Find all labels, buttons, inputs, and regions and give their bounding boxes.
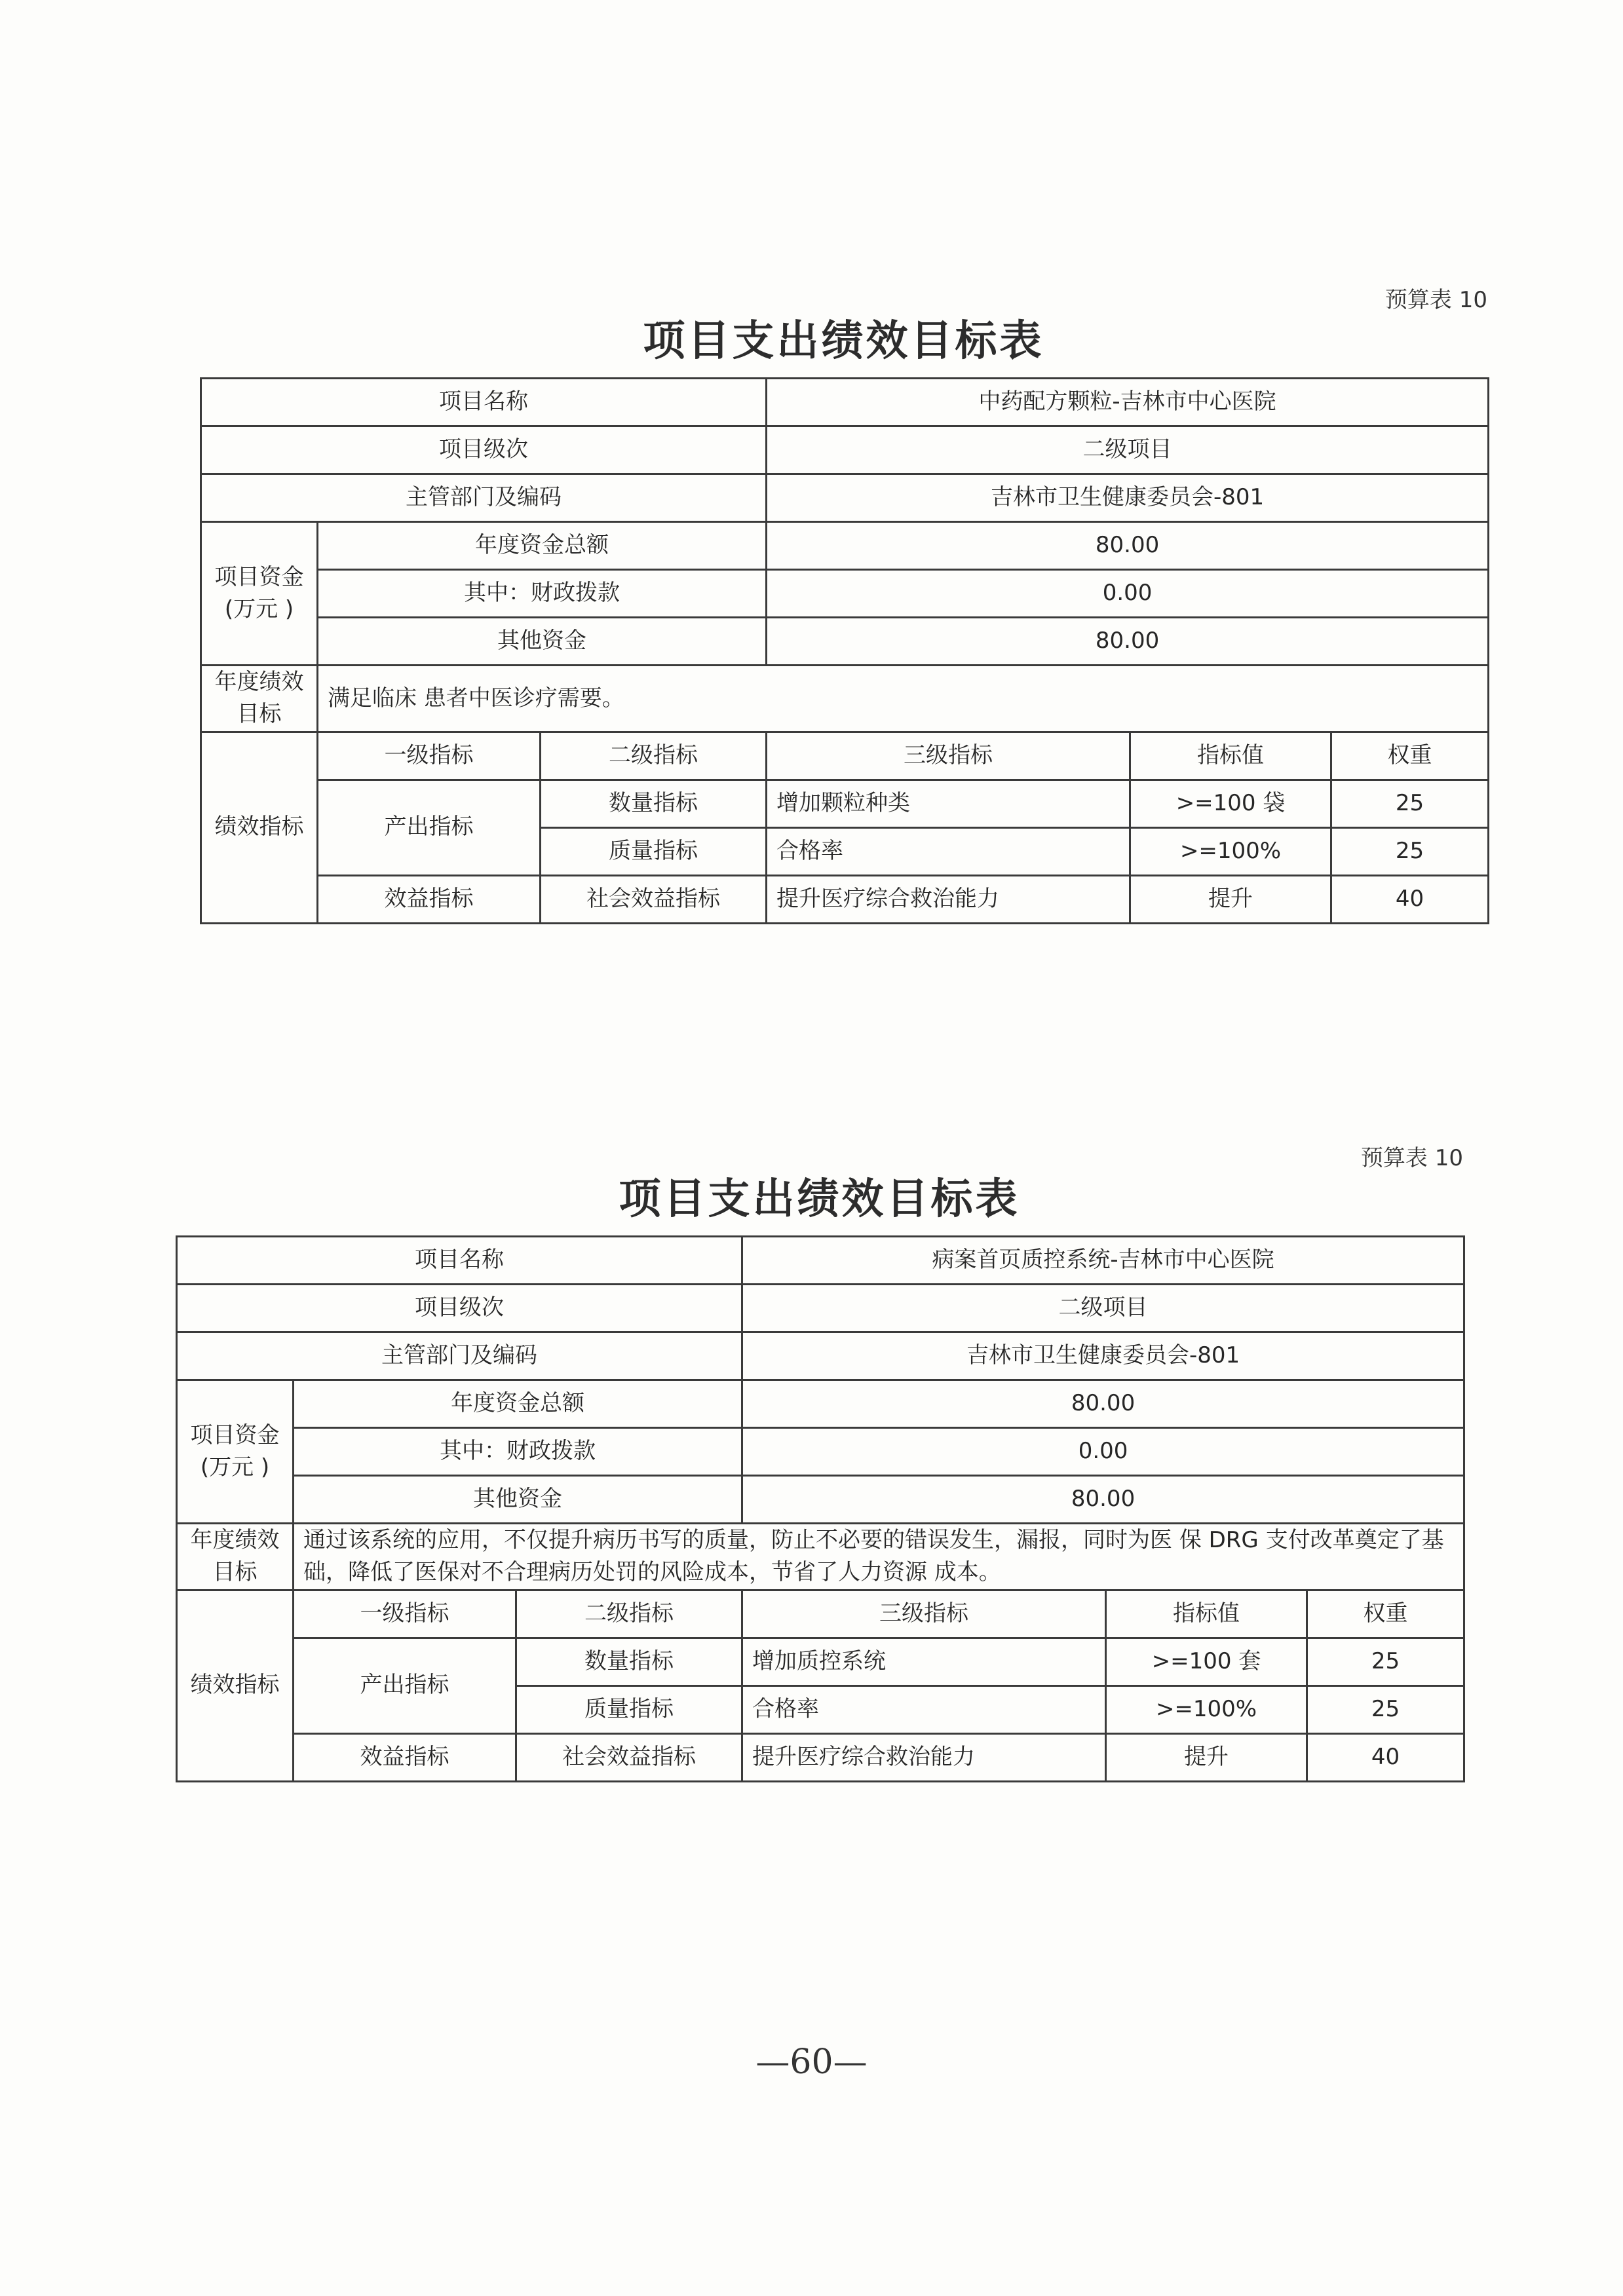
header-level3: 三级指标 (767, 732, 1130, 780)
row-indicator-header (201, 732, 1489, 780)
label-project-level: 项目级次 (177, 1285, 742, 1332)
cell-value: 提升 (1106, 1733, 1307, 1781)
row-annual-total (201, 522, 1489, 570)
header-value: 指标值 (1106, 1590, 1307, 1638)
label-fiscal: 其中：财政拨款 (294, 1428, 742, 1476)
value-annual-total: 80.00 (742, 1380, 1464, 1428)
label-annual-goal: 年度绩效 目标 (201, 666, 318, 732)
performance-form-1 (200, 282, 1487, 924)
cell-level3: 提升医疗综合救治能力 (767, 875, 1130, 923)
cell-value: 提升 (1130, 875, 1331, 923)
label-annual-goal: 年度绩效 目标 (177, 1524, 294, 1590)
cell-value: >=100% (1106, 1685, 1307, 1733)
budget-table-label: 预算表 10 (1360, 1145, 1463, 1171)
value-annual-goal: 通过该系统的应用，不仅提升病历书写的质量，防止不必要的错误发生，漏报，同时为医 保 DRG 支付改革奠定了基础，降低了医保对不合理病历处罚的风险成本，节省了人力资源 成本。 (294, 1524, 1464, 1590)
row-project-level (177, 1285, 1464, 1332)
cell-weight: 25 (1331, 827, 1489, 875)
value-project-level: 二级项目 (742, 1285, 1464, 1332)
cell-level1: 产出指标 (294, 1638, 516, 1733)
value-annual-total: 80.00 (767, 522, 1489, 570)
value-project-name: 病案首页质控系统-吉林市中心医院 (742, 1237, 1464, 1285)
cell-weight: 25 (1307, 1638, 1464, 1685)
row-annual-goal (201, 666, 1489, 732)
row-indicator-header (177, 1590, 1464, 1638)
cell-value: >=100 套 (1106, 1638, 1307, 1685)
row-other (177, 1476, 1464, 1524)
cell-level1: 产出指标 (318, 780, 541, 875)
form-title: 项目支出绩效目标表 (619, 1175, 1020, 1224)
cell-level3: 增加颗粒种类 (767, 780, 1130, 827)
header-level3: 三级指标 (742, 1590, 1106, 1638)
indicator-row (177, 1733, 1464, 1781)
cell-level2: 社会效益指标 (541, 875, 767, 923)
row-other (201, 618, 1489, 666)
cell-value: >=100% (1130, 827, 1331, 875)
cell-level1: 效益指标 (318, 875, 541, 923)
cell-level2: 质量指标 (541, 827, 767, 875)
value-fiscal: 0.00 (742, 1428, 1464, 1476)
performance-table (200, 377, 1489, 924)
header-weight: 权重 (1331, 732, 1489, 780)
value-department: 吉林市卫生健康委员会-801 (742, 1332, 1464, 1380)
label-fiscal: 其中：财政拨款 (318, 570, 767, 618)
row-department (177, 1332, 1464, 1380)
label-annual-total: 年度资金总额 (318, 522, 767, 570)
label-department: 主管部门及编码 (177, 1332, 742, 1380)
value-project-level: 二级项目 (767, 426, 1489, 474)
value-department: 吉林市卫生健康委员会-801 (767, 474, 1489, 522)
label-project-name: 项目名称 (201, 379, 767, 426)
label-indicators: 绩效指标 (177, 1590, 294, 1781)
cell-weight: 25 (1331, 780, 1489, 827)
cell-weight: 40 (1331, 875, 1489, 923)
cell-value: >=100 袋 (1130, 780, 1331, 827)
cell-level2: 社会效益指标 (516, 1733, 742, 1781)
label-annual-total: 年度资金总额 (294, 1380, 742, 1428)
row-department (201, 474, 1489, 522)
header-level1: 一级指标 (318, 732, 541, 780)
label-other: 其他资金 (318, 618, 767, 666)
value-other: 80.00 (742, 1476, 1464, 1524)
cell-level2: 数量指标 (541, 780, 767, 827)
form-title: 项目支出绩效目标表 (643, 317, 1044, 366)
performance-form-2 (176, 1140, 1463, 1782)
value-fiscal: 0.00 (767, 570, 1489, 618)
page-number: —60— (755, 2042, 868, 2082)
header-weight: 权重 (1307, 1590, 1464, 1638)
row-fiscal (201, 570, 1489, 618)
label-other: 其他资金 (294, 1476, 742, 1524)
row-annual-goal (177, 1524, 1464, 1590)
header-level1: 一级指标 (294, 1590, 516, 1638)
cell-weight: 40 (1307, 1733, 1464, 1781)
label-funds-group: 项目资金 (万元 ) (177, 1380, 294, 1524)
label-indicators: 绩效指标 (201, 732, 318, 923)
value-other: 80.00 (767, 618, 1489, 666)
row-project-name (177, 1237, 1464, 1285)
performance-table (176, 1235, 1465, 1782)
indicator-row (177, 1638, 1464, 1685)
label-project-level: 项目级次 (201, 426, 767, 474)
label-funds-group: 项目资金 (万元 ) (201, 522, 318, 666)
indicator-row (201, 875, 1489, 923)
cell-level3: 合格率 (767, 827, 1130, 875)
cell-level1: 效益指标 (294, 1733, 516, 1781)
indicator-row (201, 780, 1489, 827)
cell-level3: 提升医疗综合救治能力 (742, 1733, 1106, 1781)
label-department: 主管部门及编码 (201, 474, 767, 522)
cell-level3: 合格率 (742, 1685, 1106, 1733)
row-project-name (201, 379, 1489, 426)
cell-level3: 增加质控系统 (742, 1638, 1106, 1685)
header-value: 指标值 (1130, 732, 1331, 780)
value-project-name: 中药配方颗粒-吉林市中心医院 (767, 379, 1489, 426)
header-level2: 二级指标 (516, 1590, 742, 1638)
value-annual-goal: 满足临床 患者中医诊疗需要。 (318, 666, 1489, 732)
row-annual-total (177, 1380, 1464, 1428)
cell-weight: 25 (1307, 1685, 1464, 1733)
row-fiscal (177, 1428, 1464, 1476)
cell-level2: 质量指标 (516, 1685, 742, 1733)
cell-level2: 数量指标 (516, 1638, 742, 1685)
header-level2: 二级指标 (541, 732, 767, 780)
row-project-level (201, 426, 1489, 474)
label-project-name: 项目名称 (177, 1237, 742, 1285)
budget-table-label: 预算表 10 (1384, 287, 1487, 313)
